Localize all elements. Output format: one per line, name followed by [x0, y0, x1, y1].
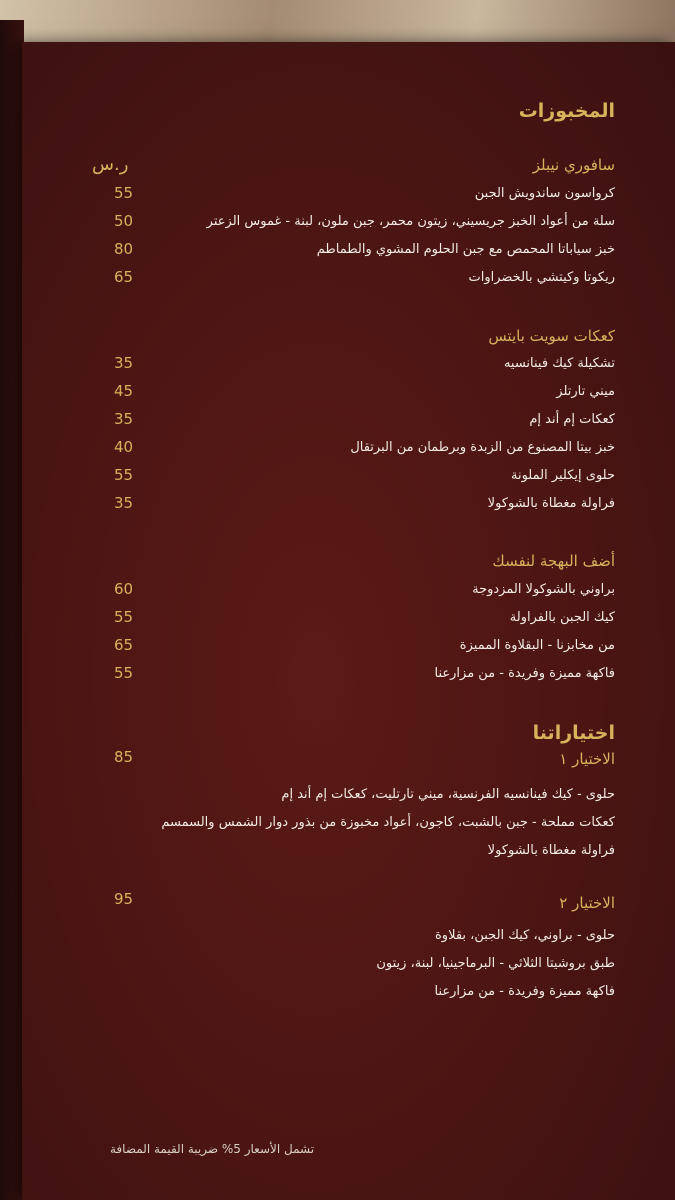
group-title-indulge: أضف البهجة لنفسك: [492, 552, 615, 570]
menu-item: براوني بالشوكولا المزدوجة: [472, 582, 615, 597]
choice-2-price: 95: [114, 890, 134, 908]
section-title-bakery: المخبوزات: [518, 100, 615, 122]
menu-item-price: 35: [114, 494, 134, 512]
menu-item-price: 50: [114, 212, 134, 230]
menu-item: تشكيلة كيك فينانسيه: [503, 356, 615, 371]
choice-line: حلوى - براوني، كيك الجبن، بقلاوة: [434, 928, 615, 943]
menu-item-price: 55: [114, 608, 134, 626]
menu-item: ميني تارتلز: [556, 384, 615, 399]
menu-item-price: 35: [114, 354, 134, 372]
choice-line: فاكهة مميزة وفريدة - من مزارعنا: [434, 984, 615, 999]
menu-item-price: 35: [114, 410, 134, 428]
choice-line: حلوى - كيك فينانسيه الفرنسية، ميني تارتليت، كعكات إم أند إم: [281, 787, 615, 802]
group-title-savory: سافوري نيبلز: [532, 156, 615, 174]
section-title-choices: اختياراتنا: [532, 722, 615, 744]
menu-item-price: 65: [114, 268, 134, 286]
choice-2-title: الاختيار ٢: [559, 894, 615, 912]
menu-item-price: 55: [114, 184, 134, 202]
menu-item: ريكوتا وكيتشي بالخضراوات: [468, 270, 615, 285]
menu-item-price: 55: [114, 466, 134, 484]
menu-item-price: 45: [114, 382, 134, 400]
menu-item: خبز سياباتا المحمص مع جبن الحلوم المشوي والطماطم: [316, 242, 615, 257]
menu-item-price: 60: [114, 580, 134, 598]
currency-label: ر.س: [92, 154, 129, 175]
menu-item: فراولة مغطاة بالشوكولا: [487, 496, 615, 511]
menu-item: كرواسون ساندويش الجبن: [474, 186, 615, 201]
menu-item-price: 55: [114, 664, 134, 682]
menu-item: فاكهة مميزة وفريدة - من مزارعنا: [434, 666, 615, 681]
menu-item: كعكات إم أند إم: [529, 412, 615, 427]
choice-1-price: 85: [114, 748, 134, 766]
menu-page: [22, 42, 675, 1200]
menu-item-price: 80: [114, 240, 134, 258]
menu-item: كيك الجبن بالفراولة: [509, 610, 615, 625]
menu-item: سلة من أعواد الخبز جريسيني، زيتون محمر، جبن ملون، لبنة - غموس الزعتر: [206, 214, 615, 229]
vat-note: تشمل الأسعار 5% ضريبة القيمة المضافة: [110, 1142, 315, 1156]
choice-line: طبق بروشيتا الثلاثي - البرماجينيا، لبنة، زيتون: [376, 956, 615, 971]
group-title-sweet-bites: كعكات سويت بايتس: [488, 327, 615, 345]
menu-item: من مخابزنا - البقلاوة المميزة: [459, 638, 615, 653]
menu-item-price: 40: [114, 438, 134, 456]
choice-1-title: الاختيار ١: [559, 750, 615, 768]
menu-item: حلوى إيكلير الملونة: [511, 468, 615, 483]
menu-item: خبز بيتا المصنوع من الزبدة وبرطمان من البرتقال: [350, 440, 615, 455]
choice-line: كعكات مملحة - جبن بالشبت، كاجون، أعواد مخبوزة من بذور دوار الشمس والسمسم: [161, 815, 615, 830]
menu-cover-edge: [0, 20, 24, 1200]
choice-line: فراولة مغطاة بالشوكولا: [487, 843, 615, 858]
menu-item-price: 65: [114, 636, 134, 654]
